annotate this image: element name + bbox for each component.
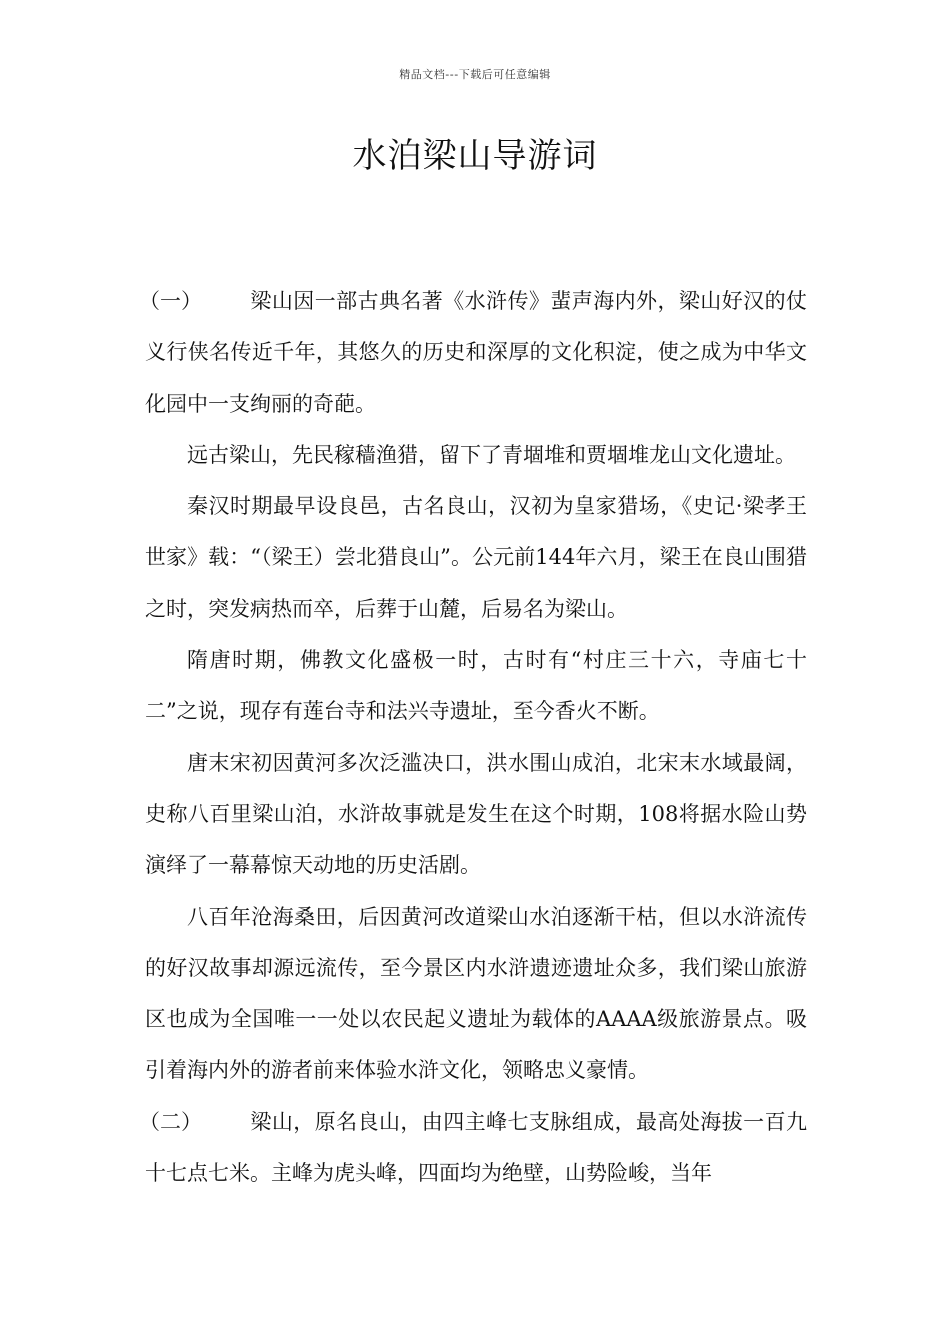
document-title: 水泊梁山导游词 bbox=[352, 136, 598, 176]
section-marker-1: （一） bbox=[139, 289, 202, 313]
paragraph-section-1 bbox=[139, 276, 807, 430]
paragraph-section-2 bbox=[139, 1097, 807, 1200]
paragraph-qin-han: 秦汉时期最早设良邑，古名良山，汉初为皇家猎场，《史记·梁孝王世家》载：“（梁王）尝北猎良山”。公元前144年六月，梁王在良山围猎之时，突发病热而卒，后葬于山麓，后易名为梁山。 bbox=[145, 494, 807, 621]
paragraph-ancient: 远古梁山，先民稼穑渔猎，留下了青堌堆和贾堌堆龙山文化遗址。 bbox=[187, 442, 796, 467]
document-body bbox=[139, 276, 807, 1199]
paragraph-text-1: 梁山因一部古典名著《水浒传》蜚声海内外，梁山好汉的仗义行侠名传近千年，其悠久的历史和深厚的文化积淀，使之成为中华文化园中一支绚丽的奇葩。 bbox=[145, 289, 807, 416]
paragraph-tang-song: 唐末宋初因黄河多次泛滥决口，洪水围山成泊，北宋末水域最阔，史称八百里梁山泊，水浒故事就是发生在这个时期，108将据水险山势演绎了一幕幕惊天动地的历史活剧。 bbox=[145, 750, 807, 878]
paragraph-text-2: 梁山，原名良山，由四主峰七支脉组成，最高处海拔一百九十七点七米。主峰为虎头峰，四面均为绝壁，山势险峻，当年 bbox=[145, 1109, 807, 1186]
page-header: 精品文档---下载后可任意编辑 bbox=[399, 68, 551, 81]
paragraph-sui-tang: 隋唐时期，佛教文化盛极一时，古时有“村庄三十六，寺庙七十二”之说，现存有莲台寺和法兴寺遗址，至今香火不断。 bbox=[145, 648, 807, 724]
paragraph-800-years: 八百年沧海桑田，后因黄河改道梁山水泊逐渐干枯，但以水浒流传的好汉故事却源远流传，至今景区内水浒遗迹遗址众多，我们梁山旅游区也成为全国唯一一处以农民起义遗址为载体的AAAA级旅游景点。吸引着海内外的游者前来体验水浒文化，领略忠义豪情。 bbox=[145, 904, 807, 1083]
section-marker-2: （二） bbox=[139, 1109, 202, 1134]
